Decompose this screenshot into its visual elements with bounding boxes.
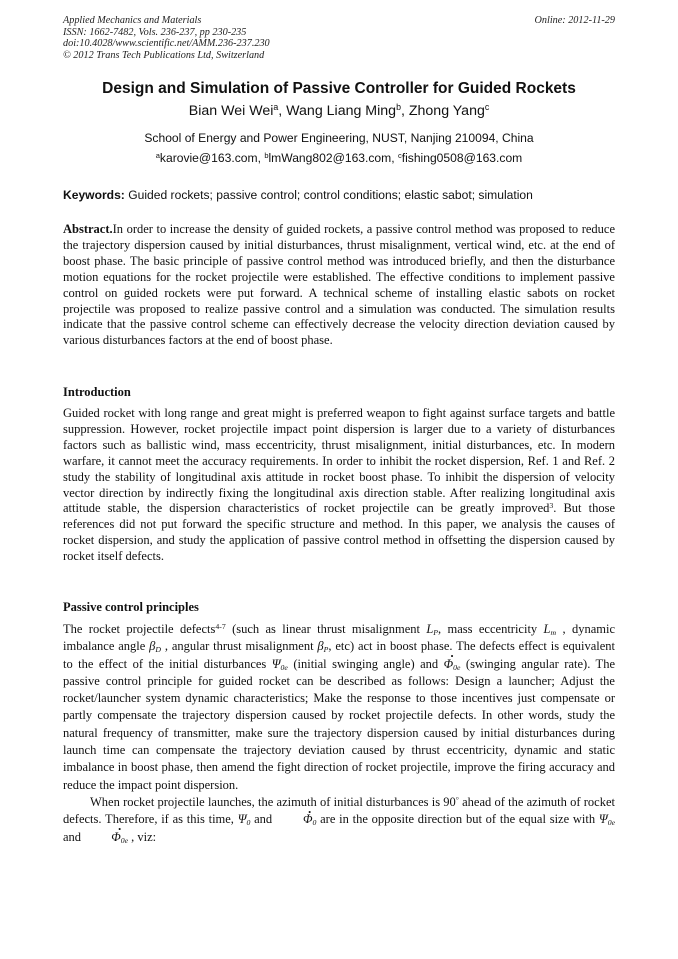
symbol-Lp: $L_P$ [426, 622, 439, 637]
journal-header [63, 15, 615, 61]
para-text: (swinging angular rate). The passive control principle for guided rocket can be described as follows: Design a launcher; Adjust the rocket/launcher system dynamic characteristics; Make the response to those incentives just compensate or partly compensate the trajectory dispersion caused by rocket projectile defects. In other words, study the natural frequency of transmitter, make sure the trajectory dispersion caused by initial disturbances during launch time can compensate the trajectory deviation caused by thrust eccentricity, dynamic and static imbalance in boost phase, then amend the fight direction of rocket projectile, improve the firing accuracy and reduce the impact point dispersion. [63, 656, 615, 792]
author-name: Wang Liang Ming [286, 103, 397, 119]
journal-name: Applied Mechanics and Materials [63, 15, 202, 26]
symbol-Lm: $L_m$ [543, 622, 557, 637]
introduction-body [63, 406, 615, 565]
introduction-heading: Introduction [63, 385, 131, 399]
para-text: The rocket projectile defects [63, 622, 216, 636]
symbol-betaD: $\beta_D$ [149, 639, 161, 655]
para-text: ahead of the azimuth of rocket defects. Therefore, if as this time, [63, 794, 615, 827]
para-text: (initial swinging angle) and [287, 656, 444, 671]
intro-text: . But those references did not put forward the specific structure and method. In this paper, we analysis the causes of rocket dispersion, and study the application of passive control method in offsetting the dispersion caused by rocket itself defects. [63, 501, 615, 564]
degree-sign: ° [455, 794, 459, 804]
author-mark: c [484, 102, 490, 113]
symbol-betaP: $\beta_P$ [317, 639, 329, 655]
citation: 4-7 [215, 621, 226, 631]
keywords [63, 188, 615, 202]
email-mark: b [264, 150, 269, 160]
abstract-text: In order to increase the density of guided rockets, a passive control method was proposed to reduce the trajectory dispersion caused by initial disturbances, thrust misalignment, vertical wind, etc. at the end of boost phase. The basic principle of passive control method was introduced briefly, and then the disturbance motion equations for the rocket projectile were established. The effective conditions to implement passive control on guided rockets were put forward. A technical scheme of installing elastic sabots on rocket projectile was proposed to realize passive control and a simulation was conducted. The simulation results indicate that the passive control scheme can effectively decrease the velocity direction deviation caused by various disturbances factors at the end of boost phase. [63, 222, 615, 348]
citation: 3 [549, 501, 554, 511]
passive-control-body [63, 621, 615, 846]
para-text: and [63, 829, 85, 844]
passive-control-heading: Passive control principles [63, 600, 199, 614]
author-name: Bian Wei Wei [188, 103, 274, 119]
para-text: are in the opposite direction but of the equal size with [316, 812, 599, 827]
abstract [63, 222, 615, 349]
author-list: Bian Wei Wei$^a$, Wang Liang Ming$^b$, Zhong Yang$^c$ [188, 102, 490, 119]
email-list: $^a$karovie@163.com, $^b$lmWang802@163.com, $^c$fishing0508@163.com [155, 150, 523, 165]
paragraph [63, 794, 615, 846]
para-text: , etc) act in boost phase. The defects effect is equivalent to the effect of the initial disturbances [63, 639, 615, 671]
email-address[interactable]: fishing0508@163.com [401, 151, 523, 165]
symbol-phidot0: • $\Phi_0$ [276, 811, 316, 828]
email-mark: c [397, 150, 402, 160]
para-text: , viz: [128, 829, 157, 844]
author-mark: b [396, 102, 401, 113]
para-text: and [250, 812, 276, 827]
issn-line: ISSN: 1662-7482, Vols. 236-237, pp 230-235 [63, 26, 247, 38]
copyright-line: © 2012 Trans Tech Publications Ltd, Switzerland [63, 49, 265, 61]
para-text: When rocket projectile launches, the azimuth of initial disturbances is 90 [90, 794, 456, 809]
intro-text: Guided rocket with long range and great might is preferred weapon to fight against surface targets and battle suppression. However, rocket projectile impact point dispersion is larger due to a variety of disturbances factors such as ballistic wind, mass eccentricity, thrust misalignment, initial disturbances, etc. In modern warfare, it cannot meet the accuracy requirements. In order to inhibit the rocket dispersion, Ref. 1 and Ref. 2 study the stability of longitudinal axis attitude in rocket boost phase. To inhibit the dispersion of velocity vector direction by indirectly fixing the longitudinal axis direction stable. After realizing longitudinal axis attitude stable, the dispersion characteristics of rocket projectile can be greatly improved [63, 406, 615, 516]
symbol-psi0e: $\Psi_{0e}$ [271, 656, 288, 672]
email-mark: a [155, 150, 160, 160]
affiliation: School of Energy and Power Engineering, NUST, Nanjing 210094, China [144, 131, 534, 145]
keywords-label: Keywords: [63, 188, 125, 202]
paper-title: Design and Simulation of Passive Controller for Guided Rockets [102, 80, 576, 97]
email-address[interactable]: karovie@163.com [159, 151, 258, 165]
doi-line: doi:10.4028/www.scientific.net/AMM.236-237.230 [63, 38, 270, 50]
para-text: , angular thrust misalignment [161, 639, 318, 654]
keywords-text: Guided rockets; passive control; control conditions; elastic sabot; simulation [128, 188, 533, 202]
author-name: Zhong Yang [408, 103, 485, 119]
symbol-psi0e: $\Psi_{0e}$ [598, 812, 616, 828]
symbol-phidot0e: • $\Phi_{0e}$ [84, 829, 128, 846]
para-text: (such as linear thrust misalignment [225, 622, 427, 636]
para-text: , mass eccentricity [438, 622, 544, 636]
email-address[interactable]: lmWang802@163.com [268, 151, 392, 165]
symbol-phidot0e: • $\Phi_{0e}$ [444, 656, 461, 673]
author-mark: a [273, 102, 279, 113]
online-date: Online: 2012-11-29 [534, 15, 615, 26]
abstract-label: Abstract. [63, 222, 113, 236]
symbol-psi0: $\Psi_0$ [237, 812, 251, 828]
para-text: , dynamic imbalance angle [63, 622, 616, 654]
paragraph [63, 621, 615, 794]
